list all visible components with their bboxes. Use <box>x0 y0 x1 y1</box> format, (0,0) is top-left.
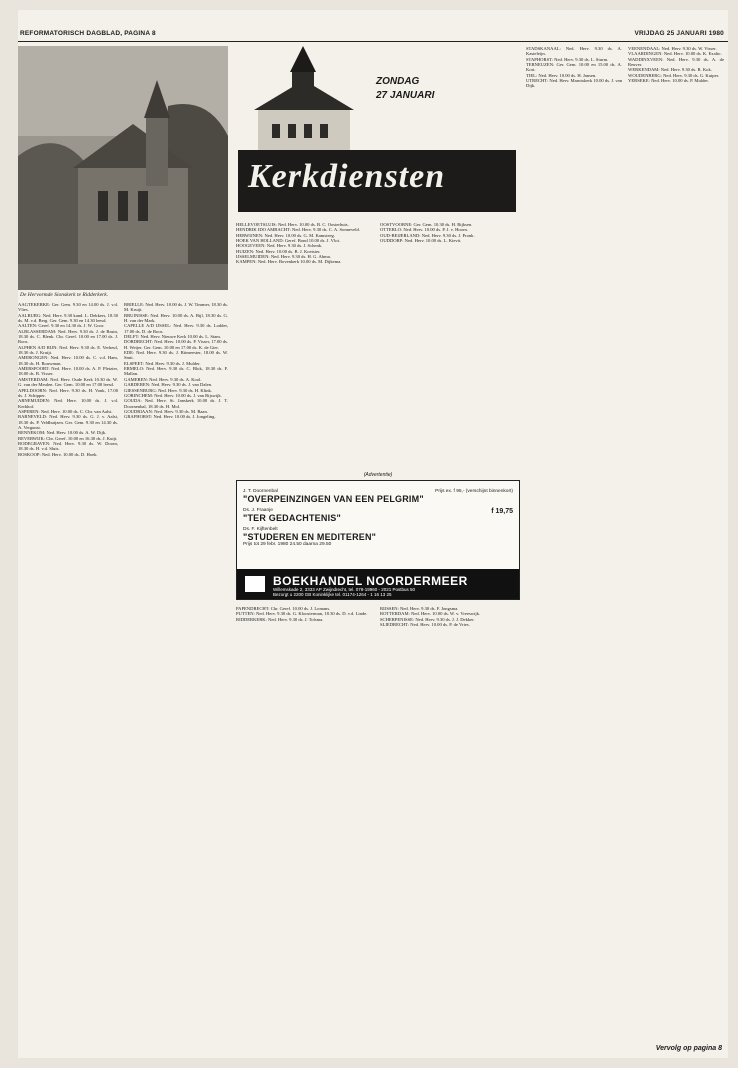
service-entry: ALPHEN A/D RIJN: Ned. Herv. 9.30 ds. E. Verheul, 18.30 ds. J. Kruijt. <box>18 344 118 356</box>
service-entry: VEENENDAAL: Ned. Herv. 9.30 ds. W. Visser. <box>628 46 717 51</box>
service-entry: AALBURG: Ned. Herv. 9.30 kand. L. Dekkers, 18.30 ds. M. v.d. Berg. Ger. Gem. 9.30 en 14.30 leesd. <box>18 312 118 324</box>
banner-title: Kerkdiensten <box>248 158 446 195</box>
kerkdiensten-banner <box>236 46 518 218</box>
service-entry: CAPELLE A/D IJSSEL: Ned. Herv. 9.30 ds. Lodder, 17.00 ds. D. de Roos. <box>124 323 228 334</box>
service-entry: AALTEN: Geref. 9.30 en 14.30 ds. J. W. Goor. <box>18 323 105 329</box>
service-entry: BRIELLE: Ned. Herv. 10.00 ds. J. W. Timmer, 18.30 ds. M. Kruijt. <box>124 302 228 313</box>
column-4 <box>526 46 622 1046</box>
bookshop-logo-icon <box>245 576 265 592</box>
ad-book-2 <box>243 508 513 527</box>
column-1 <box>18 302 118 1052</box>
service-entry: GRAFHORST: Ned. Herv. 10.00 ds. J. Jongeling. <box>124 414 216 420</box>
service-entry: DELFT: Ned. Herv. Nieuwe Kerk 10.00 ds. L. Stam. <box>124 334 221 340</box>
bookshop-advertisement <box>236 472 520 600</box>
continued-note: Vervolg op pagina 8 <box>655 1045 722 1052</box>
service-entry: AAGTEKERKE: Ger. Gem. 9.30 en 14.00 ds. J. v.d. Vlies. <box>18 302 118 313</box>
ad-book-3-author: Ds. F. Kijftenbelt <box>243 527 278 532</box>
service-entry: AMERONGEN: Ned. Herv. 10.00 ds. C. v.d. Ham, 18.30 ds. H. Bouwman. <box>18 355 118 366</box>
service-entry: SCHERPENISSE: Ned. Herv. 9.30 ds. J. J. Dekker. <box>380 616 475 622</box>
service-entry: SLIEDRECHT: Ned. Herv. 10.00 ds. P. de Vries. <box>380 622 470 628</box>
newspaper-page <box>18 10 728 1058</box>
header-paper-page: REFORMATORISCH DAGBLAD, PAGINA 8 <box>20 30 156 37</box>
service-entry: ERMELO: Ned. Herv. 9.30 ds. C. Blok, 18.30 ds. F. Mallan. <box>124 366 228 377</box>
banner-day: ZONDAG <box>376 76 420 87</box>
ad-shop-name: BOEKHANDEL NOORDERMEER <box>273 574 468 588</box>
service-entry: TERNEUZEN: Ger. Gem. 10.00 en 15.00 ds. A. Kort. <box>526 62 622 73</box>
ad-shop-strip <box>237 569 519 599</box>
service-entry: ALBLASSERDAM: Ned. Herv. 9.30 ds. J. de Bruin, 18.30 ds. C. Blenk. Chr. Geref. 10.00 en 17.00 ds. J. Roos. <box>18 328 118 345</box>
service-entry: ELSPEET: Ned. Herv. 9.30 ds. J. Mulder. <box>124 360 201 366</box>
service-entry: STADSKANAAL: Ned. Herv. 9.30 ds. A. Kasteleijn. <box>526 46 622 57</box>
service-entry: GOUDA: Ned. Herv. St. Janskerk 10.00 ds. J. T. Doornenbal, 18.30 ds. H. Mol. <box>124 398 228 409</box>
service-entry: AMERSFOORT: Ned. Herv. 10.00 ds. A. P. Pleizier, 18.00 ds. B. Visser. <box>18 366 118 377</box>
service-entry: BARNEVELD: Ned. Herv. 9.30 ds. G. J. v. Aalst, 18.30 ds. P. Veldhuijzen. Ger. Gem. 9.30 en 14.30 ds. A. Vergunst. <box>18 414 118 430</box>
service-entry: STAPHORST: Ned. Herv. 9.30 ds. L. Sturm. <box>526 56 609 62</box>
ad-book-3-title: "STUDEREN EN MEDITEREN" <box>243 532 377 542</box>
service-entry: GOUDRIAAN: Ned. Herv. 9.30 ds. M. Baan. <box>124 408 208 414</box>
service-entry: GAMEREN: Ned. Herv. 9.30 ds. A. Kool. <box>124 376 202 382</box>
ad-shop-address-1: Willemskade 2, 3333 AP Zwijndrecht, tel. 078-19960 - 2021 Postbus 50 <box>273 587 416 592</box>
ad-shop-address-2: Bezorgt u 2200 GB Koninklijke tel. 01174-1264 - 1 16 13 25 <box>273 592 392 597</box>
header-rule <box>18 41 728 42</box>
service-entry: BENNEKOM: Ned. Herv. 10.00 ds. A. W. Dijk. <box>18 430 107 436</box>
service-entry: EDE: Ned. Herv. 9.30 ds. J. Ritmeester, 18.00 ds. W. Smit. <box>124 350 228 361</box>
service-entry: BRUINISSE: Ned. Herv. 10.00 ds. A. Bijl, 18.30 ds. G. H. van der Mark. <box>124 312 228 324</box>
service-entry: WADDINXVEEN: Ned. Herv. 9.30 ds. A. de Reuver. <box>628 56 724 68</box>
ad-book-2-title: "TER GEDACHTENIS" <box>243 513 341 523</box>
column-3-lower <box>236 606 372 1052</box>
service-entry: PUTTEN: Ned. Herv. 9.30 ds. G. Kloosterman, 18.30 ds. D. v.d. Linde. <box>236 611 368 617</box>
service-entry: TIEL: Ned. Herv. 10.00 ds. H. Jansen. <box>526 72 597 78</box>
service-entry: PAPENDRECHT: Chr. Geref. 10.00 ds. J. Lomans. <box>236 606 331 611</box>
service-entry: GARDEREN: Ned. Herv. 9.30 ds. J. van Dalen. <box>124 382 213 388</box>
service-entry: DORDRECHT: Ned. Herv. 10.00 ds. P. Visser, 17.00 ds. H. Weijer. Ger. Gem. 10.00 en 17.00 ds. K. de Gier. <box>124 339 228 350</box>
ad-book-1-author: J. T. Doornenbal <box>243 489 278 494</box>
service-entry: HELLEVOETSLUIS: Ned. Herv. 10.00 ds. B. C. Oosterhuis. <box>236 222 349 227</box>
service-entry: GORINCHEM: Ned. Herv. 10.00 ds. J. van Rijswijk. <box>124 392 222 398</box>
column-3 <box>236 222 372 472</box>
church-photo <box>18 46 228 290</box>
ad-tag: (Advertentie) <box>363 472 393 478</box>
service-entry: OTTERLO: Ned. Herv. 10.00 ds. P. J. v. Hoorn. <box>380 227 468 233</box>
service-entry: KAMPEN: Ned. Herv. Bovenkerk 10.00 ds. M. Dijkema. <box>236 259 342 265</box>
ad-book-1-title: "OVERPEINZINGEN VAN EEN PELGRIM" <box>243 494 424 504</box>
service-entry: WOUDENBERG: Ned. Herv. 9.30 ds. G. Kuiper. <box>628 72 720 78</box>
column-5 <box>628 46 724 1036</box>
service-entry: HOOGEVEEN: Ned. Herv. 9.30 ds. J. Schenk. <box>236 243 323 249</box>
service-entry: YERSEKE: Ned. Herv. 10.00 ds. P. Mulder. <box>628 78 709 84</box>
ad-book-2-author: Ds. J. Fraanje <box>243 508 273 513</box>
service-entry: BOSKOOP: Ned. Herv. 10.00 ds. D. Hoek. <box>18 451 98 457</box>
ad-book-3-price: Prijs tot 29 febr. 1980 24.50 daarna 29.50 <box>243 542 332 547</box>
ad-book-1-price: Prijs ex. f 95,- (verschijnt binnenkort) <box>435 489 513 494</box>
service-entry: OUD-BEIJERLAND: Ned. Herv. 9.30 ds. J. Pronk. <box>380 232 475 238</box>
header-date: VRIJDAG 25 JANUARI 1980 <box>634 30 724 37</box>
ad-book-3 <box>243 527 513 546</box>
service-entry: HOEK VAN HOLLAND: Geref. Bond 10.00 ds. J. Vlot. <box>236 238 340 244</box>
service-entry: HUIZEN: Ned. Herv. 10.00 ds. B. J. Koetsier. <box>236 248 321 254</box>
column-2 <box>124 302 228 1052</box>
service-entry: WERKENDAM: Ned. Herv. 9.30 ds. R. Kok. <box>628 67 712 73</box>
service-entry: OUDDORP: Ned. Herv. 10.00 ds. L. Kievit. <box>380 238 462 244</box>
service-entry: GIESSENBURG: Ned. Herv. 9.30 ds. H. Klink. <box>124 387 213 393</box>
service-entry: VLAARDINGEN: Ned. Herv. 10.00 ds. K. Exalto. <box>628 51 722 57</box>
service-entry: IJSSELMUIDEN: Ned. Herv. 9.30 ds. H. G. Abma. <box>236 254 331 260</box>
service-entry: RIDDERKERK: Ned. Herv. 9.30 ds. J. Tolsma. <box>236 616 324 622</box>
service-entry: APELDOORN: Ned. Herv. 9.30 ds. H. Vonk, 17.00 ds. J. Schipper. <box>18 387 118 398</box>
service-entry: RIJSSEN: Ned. Herv. 9.30 ds. F. Jongsma. <box>380 606 459 611</box>
service-entry: HENDRIK IDO AMBACHT: Ned. Herv. 9.30 ds. C. A. Sonneveld. <box>236 227 361 233</box>
banner-date: 27 JANUARI <box>376 90 435 101</box>
service-entry: AMSTERDAM: Ned. Herv. Oude Kerk 10.30 ds. W. G. van der Meulen. Ger. Gem. 10.00 en 17.00 leesd. <box>18 376 118 388</box>
column-3b-lower <box>380 606 518 1052</box>
service-entry: BEVERWIJK: Chr. Geref. 10.00 en 16.30 ds. J. Kuijt. <box>18 435 118 441</box>
service-entry: ROTTERDAM: Ned. Herv. 10.00 ds. W. v. Vreeswijk. <box>380 611 481 617</box>
service-entry: ARNEMUIDEN: Ned. Herv. 10.00 ds. J. v.d. Kerkhof. <box>18 398 118 409</box>
column-3b <box>380 222 518 472</box>
photo-caption: De Hervormde Sionskerk te Ridderkerk. <box>20 292 109 298</box>
ad-book-2-price: f 19,75 <box>491 508 513 515</box>
ad-book-1 <box>243 489 513 508</box>
service-entry: ASPEREN: Ned. Herv. 10.00 ds. C. Chr. van Aalst. <box>18 408 113 414</box>
service-entry: HERWIJNEN: Ned. Herv. 10.00 ds. G. M. Kamsteeg. <box>236 232 335 238</box>
church-photo-image <box>18 46 228 290</box>
service-entry: BODEGRAVEN: Ned. Herv. 9.30 ds. W. Doorn, 18.30 ds. H. v.d. Sluis. <box>18 440 118 452</box>
service-entry: OOSTVOORNE: Ger. Gem. 10.30 ds. H. Rijksen. <box>380 222 473 227</box>
service-entry: UTRECHT: Ned. Herv. Marnixkerk 10.00 ds. J. van Dijk. <box>526 78 622 89</box>
